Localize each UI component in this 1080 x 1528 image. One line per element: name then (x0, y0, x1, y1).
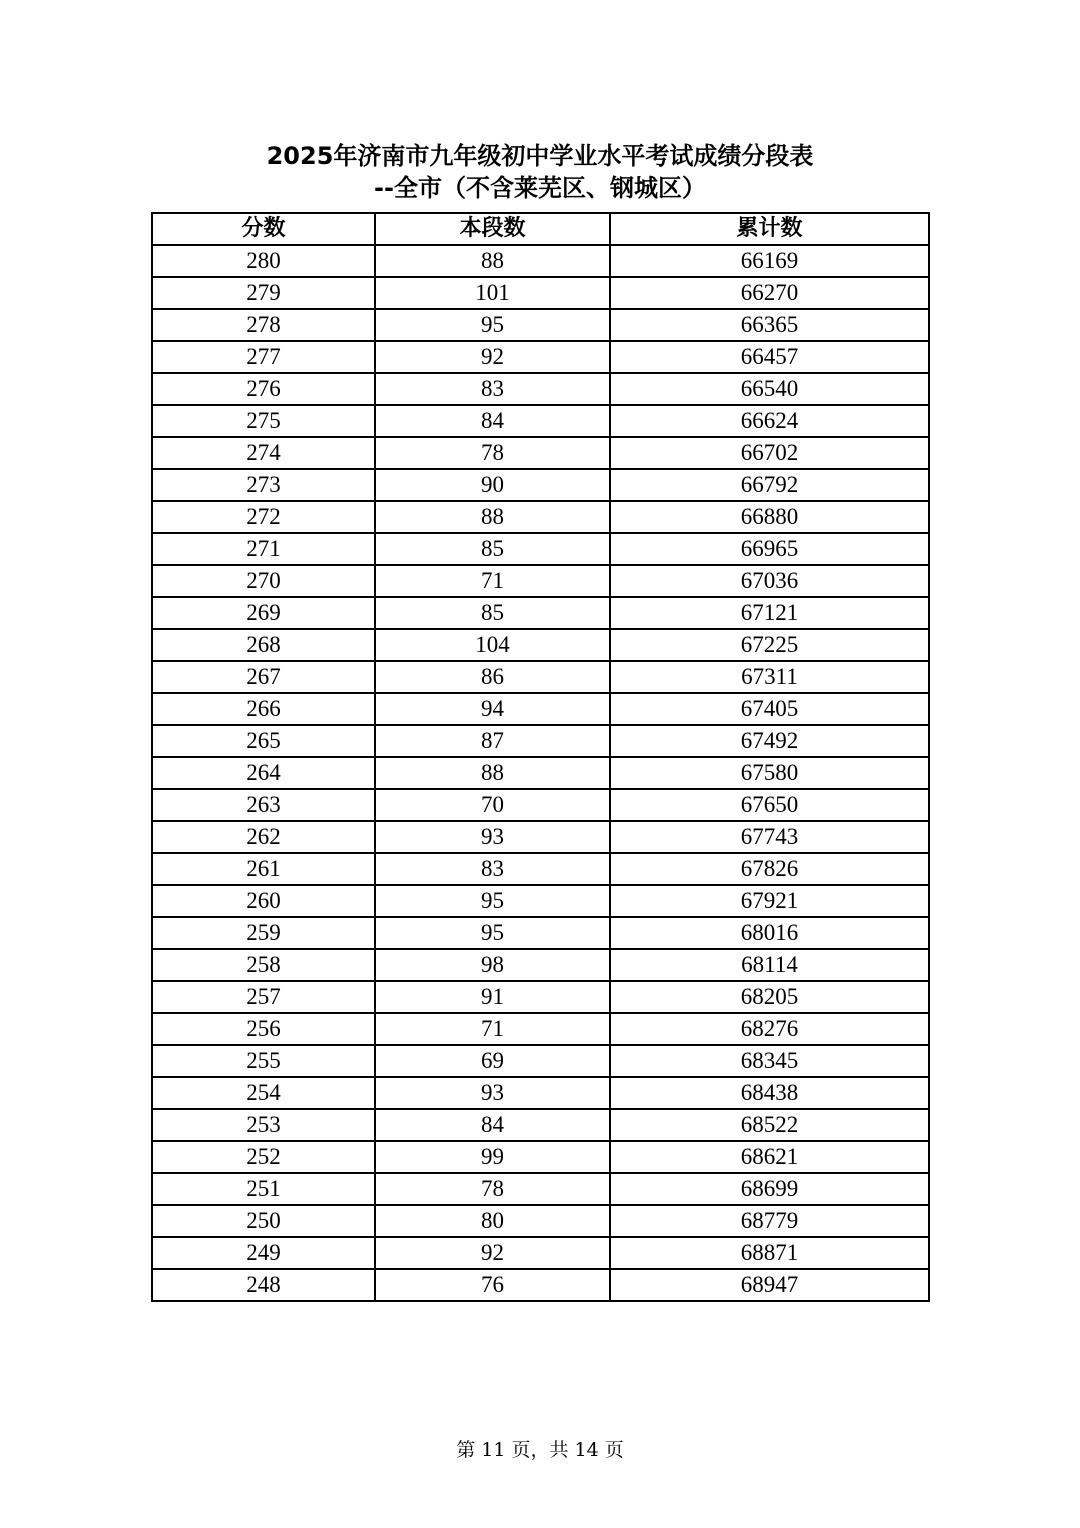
score-cell: 266 (152, 693, 375, 725)
segment-count-cell: 93 (375, 1077, 610, 1109)
cumulative-count-cell: 68276 (610, 1013, 929, 1045)
cumulative-count-cell: 67650 (610, 789, 929, 821)
cumulative-count-cell: 66624 (610, 405, 929, 437)
segment-count-cell: 69 (375, 1045, 610, 1077)
segment-count-cell: 90 (375, 469, 610, 501)
table-row (152, 821, 929, 853)
cumulative-count-cell: 68205 (610, 981, 929, 1013)
score-cell: 263 (152, 789, 375, 821)
cumulative-count-cell: 67311 (610, 661, 929, 693)
score-cell: 274 (152, 437, 375, 469)
score-cell: 261 (152, 853, 375, 885)
segment-count-cell: 94 (375, 693, 610, 725)
segment-count-cell: 83 (375, 853, 610, 885)
segment-count-cell: 83 (375, 373, 610, 405)
cumulative-count-cell: 68779 (610, 1205, 929, 1237)
segment-count-cell: 85 (375, 597, 610, 629)
table-row (152, 501, 929, 533)
cumulative-count-cell: 66880 (610, 501, 929, 533)
cumulative-count-cell: 68947 (610, 1269, 929, 1301)
table-row (152, 437, 929, 469)
score-cell: 265 (152, 725, 375, 757)
segment-count-cell: 98 (375, 949, 610, 981)
cumulative-count-cell: 66540 (610, 373, 929, 405)
cumulative-count-cell: 68438 (610, 1077, 929, 1109)
table-row (152, 917, 929, 949)
table-row (152, 1237, 929, 1269)
segment-count-cell: 80 (375, 1205, 610, 1237)
table-row (152, 373, 929, 405)
table-row (152, 725, 929, 757)
table-row (152, 469, 929, 501)
cumulative-count-cell: 68114 (610, 949, 929, 981)
segment-count-cell: 99 (375, 1141, 610, 1173)
score-cell: 267 (152, 661, 375, 693)
cumulative-count-cell: 67225 (610, 629, 929, 661)
segment-count-cell: 88 (375, 245, 610, 277)
segment-count-cell: 88 (375, 757, 610, 789)
score-cell: 271 (152, 533, 375, 565)
segment-count-cell: 92 (375, 341, 610, 373)
segment-count-cell: 87 (375, 725, 610, 757)
score-cell: 249 (152, 1237, 375, 1269)
cumulative-count-cell: 66169 (610, 245, 929, 277)
table-body (152, 245, 929, 1301)
segment-count-cell: 86 (375, 661, 610, 693)
cumulative-count-cell: 66270 (610, 277, 929, 309)
segment-count-cell: 91 (375, 981, 610, 1013)
segment-count-cell: 95 (375, 917, 610, 949)
cumulative-count-cell: 68016 (610, 917, 929, 949)
segment-count-cell: 93 (375, 821, 610, 853)
score-cell: 256 (152, 1013, 375, 1045)
cumulative-count-cell: 66365 (610, 309, 929, 341)
table-row (152, 789, 929, 821)
score-cell: 268 (152, 629, 375, 661)
table-row (152, 245, 929, 277)
table-row (152, 565, 929, 597)
score-cell: 262 (152, 821, 375, 853)
score-cell: 275 (152, 405, 375, 437)
score-cell: 252 (152, 1141, 375, 1173)
table-row (152, 1269, 929, 1301)
segment-count-cell: 95 (375, 309, 610, 341)
score-cell: 251 (152, 1173, 375, 1205)
cumulative-count-cell: 68522 (610, 1109, 929, 1141)
segment-count-cell: 92 (375, 1237, 610, 1269)
table-row (152, 1205, 929, 1237)
page-number: 第 11 页，共 14 页 (456, 1439, 624, 1461)
document-title: 2025年济南市九年级初中学业水平考试成绩分段表 (266, 142, 814, 170)
score-cell: 254 (152, 1077, 375, 1109)
score-cell: 276 (152, 373, 375, 405)
header-segment-count: 本段数 (375, 213, 610, 245)
table-row (152, 661, 929, 693)
score-cell: 273 (152, 469, 375, 501)
table-row (152, 1141, 929, 1173)
score-cell: 257 (152, 981, 375, 1013)
segment-count-cell: 95 (375, 885, 610, 917)
segment-count-cell: 70 (375, 789, 610, 821)
table-row (152, 629, 929, 661)
cumulative-count-cell: 66965 (610, 533, 929, 565)
score-cell: 278 (152, 309, 375, 341)
table-row (152, 1077, 929, 1109)
score-cell: 264 (152, 757, 375, 789)
header-score: 分数 (152, 213, 375, 245)
score-cell: 280 (152, 245, 375, 277)
score-cell: 258 (152, 949, 375, 981)
cumulative-count-cell: 66702 (610, 437, 929, 469)
table-row (152, 1013, 929, 1045)
table-header-row (152, 213, 929, 245)
table-row (152, 341, 929, 373)
cumulative-count-cell: 67921 (610, 885, 929, 917)
cumulative-count-cell: 67580 (610, 757, 929, 789)
table-row (152, 1045, 929, 1077)
score-cell: 272 (152, 501, 375, 533)
table-row (152, 1109, 929, 1141)
score-cell: 270 (152, 565, 375, 597)
segment-count-cell: 78 (375, 437, 610, 469)
cumulative-count-cell: 67121 (610, 597, 929, 629)
cumulative-count-cell: 68621 (610, 1141, 929, 1173)
score-cell: 277 (152, 341, 375, 373)
score-distribution-table (151, 212, 930, 1302)
segment-count-cell: 101 (375, 277, 610, 309)
table-row (152, 309, 929, 341)
cumulative-count-cell: 67826 (610, 853, 929, 885)
segment-count-cell: 71 (375, 1013, 610, 1045)
cumulative-count-cell: 68345 (610, 1045, 929, 1077)
score-cell: 259 (152, 917, 375, 949)
score-cell: 248 (152, 1269, 375, 1301)
segment-count-cell: 84 (375, 1109, 610, 1141)
table-row (152, 405, 929, 437)
table-row (152, 757, 929, 789)
table-row (152, 597, 929, 629)
cumulative-count-cell: 67405 (610, 693, 929, 725)
cumulative-count-cell: 67492 (610, 725, 929, 757)
cumulative-count-cell: 66792 (610, 469, 929, 501)
segment-count-cell: 88 (375, 501, 610, 533)
table-row (152, 533, 929, 565)
score-cell: 253 (152, 1109, 375, 1141)
table-row (152, 949, 929, 981)
score-cell: 269 (152, 597, 375, 629)
cumulative-count-cell: 68871 (610, 1237, 929, 1269)
segment-count-cell: 76 (375, 1269, 610, 1301)
table-row (152, 981, 929, 1013)
table-row (152, 1173, 929, 1205)
table-row (152, 853, 929, 885)
segment-count-cell: 71 (375, 565, 610, 597)
score-cell: 250 (152, 1205, 375, 1237)
cumulative-count-cell: 66457 (610, 341, 929, 373)
segment-count-cell: 84 (375, 405, 610, 437)
score-cell: 279 (152, 277, 375, 309)
segment-count-cell: 78 (375, 1173, 610, 1205)
segment-count-cell: 104 (375, 629, 610, 661)
table-row (152, 885, 929, 917)
table-row (152, 693, 929, 725)
cumulative-count-cell: 68699 (610, 1173, 929, 1205)
header-cumulative-count: 累计数 (610, 213, 929, 245)
score-cell: 255 (152, 1045, 375, 1077)
document-subtitle: --全市（不含莱芜区、钢城区） (374, 174, 706, 202)
cumulative-count-cell: 67743 (610, 821, 929, 853)
table-row (152, 277, 929, 309)
segment-count-cell: 85 (375, 533, 610, 565)
score-cell: 260 (152, 885, 375, 917)
cumulative-count-cell: 67036 (610, 565, 929, 597)
